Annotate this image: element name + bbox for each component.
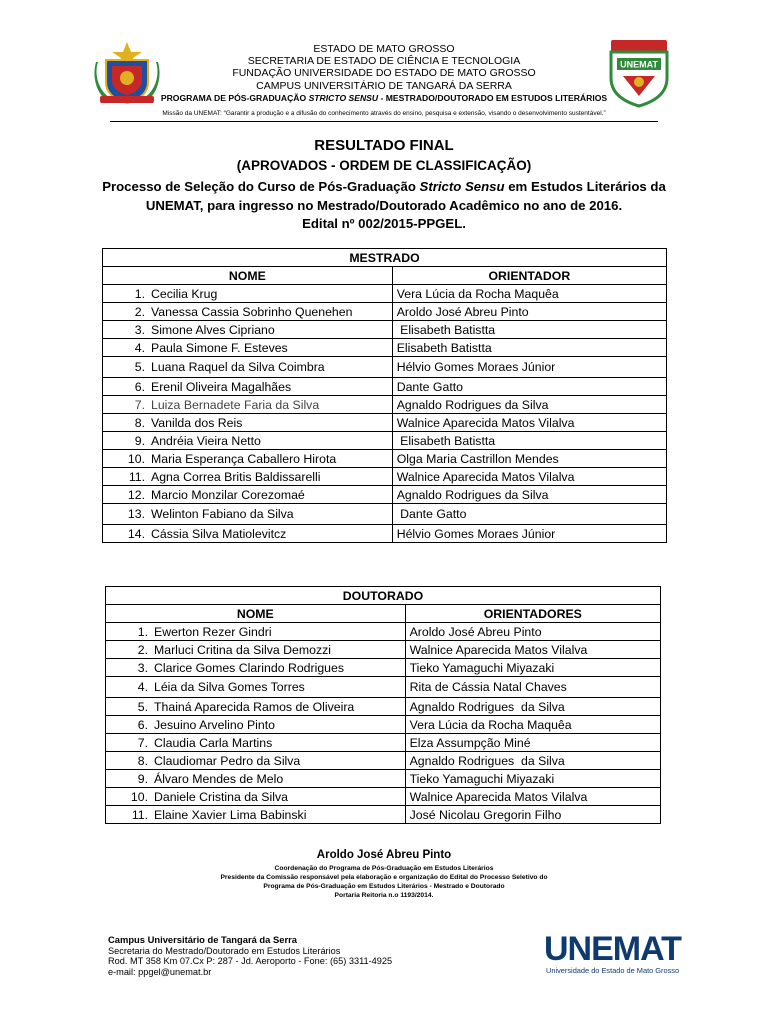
student-name-cell — [106, 677, 406, 698]
signatory-line: Coordenação do Programa de Pós-Graduação em Estudos Literários — [274, 865, 494, 872]
rank-number: 9. — [137, 771, 148, 786]
student-name: Elaine Xavier Lima Babinski — [154, 807, 307, 822]
table-row — [103, 450, 667, 468]
table-row — [103, 432, 667, 450]
rank-number: 14. — [127, 526, 145, 541]
student-name-cell — [103, 396, 393, 414]
rank-number: 3. — [134, 322, 145, 337]
student-name-cell — [106, 659, 406, 677]
student-name: Vanessa Cassia Sobrinho Quenehen — [151, 304, 353, 319]
advisor-cell: Elisabeth Batistta — [392, 339, 666, 357]
student-name-cell — [103, 303, 393, 321]
student-name-cell — [106, 734, 406, 752]
footer-line: Rod. MT 358 Km 07.Cx P: 287 - Jd. Aeroporto - Fone: (65) 3311-4925 — [108, 956, 393, 966]
student-name: Marcio Monzilar Corezomaé — [151, 487, 305, 502]
advisor-cell: Elisabeth Batistta — [392, 321, 666, 339]
student-name-cell — [103, 321, 393, 339]
process-text-1: Processo de Seleção do Curso de Pós-Graduação — [102, 179, 420, 194]
student-name-cell — [106, 788, 406, 806]
program-suffix: - MESTRADO/DOUTORADO EM ESTUDOS LITERÁRIOS — [378, 92, 608, 103]
advisor-cell: Olga Maria Castrillon Mendes — [392, 450, 666, 468]
rank-number: 4. — [134, 340, 145, 355]
rank-number: 4. — [137, 680, 148, 694]
advisor-cell: Rita de Cássia Natal Chaves — [405, 677, 660, 698]
student-name: Erenil Oliveira Magalhães — [151, 379, 292, 394]
student-name: Paula Simone F. Esteves — [151, 340, 288, 355]
rank-number: 1. — [134, 286, 145, 301]
header-line: FUNDAÇÃO UNIVERSIDADE DO ESTADO DE MATO GROSSO — [232, 67, 536, 80]
table-row — [106, 641, 661, 659]
advisor-cell: Vera Lúcia da Rocha Maquêa — [392, 285, 666, 303]
student-name-cell — [106, 623, 406, 641]
rank-number: 3. — [137, 660, 148, 675]
footer-line: Secretaria do Mestrado/Doutorado em Estudos Literários — [108, 945, 341, 956]
student-name: Andréia Vieira Netto — [151, 433, 261, 448]
doutorado-caption: DOUTORADO — [106, 587, 661, 605]
advisor-cell: Tieko Yamaguchi Miyazaki — [405, 659, 660, 677]
rank-number: 2. — [134, 304, 145, 319]
process-italic: Stricto Sensu — [419, 179, 505, 194]
student-name: Welinton Fabiano da Silva — [151, 507, 294, 521]
table-row — [106, 677, 661, 698]
rank-number: 13. — [127, 507, 145, 521]
signatory-line: Presidente da Comissão responsável pela elaboração e organização do Edital do Processo Seletivo do — [220, 874, 548, 881]
page-title: RESULTADO FINAL — [314, 137, 454, 154]
rank-number: 5. — [134, 360, 145, 374]
student-name: Luana Raquel da Silva Coimbra — [151, 360, 325, 374]
advisor-cell: Dante Gatto — [392, 378, 666, 396]
table-row — [106, 770, 661, 788]
process-description — [100, 178, 668, 234]
signatory-line: Programa de Pós-Graduação em Estudos Literários - Mestrado e Doutorado — [263, 883, 505, 890]
column-header-advisors: ORIENTADORES — [405, 605, 660, 623]
program-line — [150, 92, 618, 104]
student-name-cell — [103, 525, 393, 543]
column-header-advisor: ORIENTADOR — [392, 267, 666, 285]
mestrado-caption: MESTRADO — [103, 249, 667, 267]
student-name: Vanilda dos Reis — [151, 415, 243, 430]
advisor-cell: José Nicolau Gregorin Filho — [405, 806, 660, 824]
advisor-cell: Walnice Aparecida Matos Vilalva — [392, 468, 666, 486]
student-name: Cássia Silva Matiolevitcz — [151, 526, 287, 541]
table-row — [106, 716, 661, 734]
unemat-seal-logo — [601, 38, 677, 108]
student-name: Cecilia Krug — [151, 286, 218, 301]
student-name-cell — [103, 285, 393, 303]
student-name-cell — [103, 414, 393, 432]
advisor-cell: Hélvio Gomes Moraes Júnior — [392, 525, 666, 543]
advisor-cell: Agnaldo Rodrigues da Silva — [392, 486, 666, 504]
student-name-cell — [103, 486, 393, 504]
student-name: Clarice Gomes Clarindo Rodrigues — [154, 660, 344, 675]
table-row — [106, 698, 661, 716]
rank-number: 6. — [137, 717, 148, 732]
advisor-cell: Agnaldo Rodrigues da Silva — [405, 752, 660, 770]
table-row — [103, 414, 667, 432]
rank-number: 5. — [137, 699, 148, 714]
table-row — [106, 752, 661, 770]
student-name: Thainá Aparecida Ramos de Oliveira — [154, 699, 355, 714]
program-italic: STRICTO SENSU — [308, 92, 379, 103]
student-name: Jesuino Arvelino Pinto — [154, 717, 275, 732]
table-row — [103, 525, 667, 543]
table-row — [103, 339, 667, 357]
footer-email: e-mail: ppgel@unemat.br — [108, 966, 212, 977]
rank-number: 11. — [131, 807, 148, 822]
seal-text: UNEMAT — [620, 59, 658, 70]
mestrado-table — [102, 248, 667, 543]
footer-campus: Campus Universitário de Tangará da Serra — [108, 934, 297, 945]
doutorado-rows — [106, 623, 661, 824]
rank-number: 6. — [134, 379, 145, 394]
rank-number: 2. — [137, 642, 148, 657]
advisor-cell: Elisabeth Batistta — [392, 432, 666, 450]
footer-address — [108, 935, 392, 977]
student-name: Marluci Critina da Silva Demozzi — [154, 642, 331, 657]
table-row — [106, 659, 661, 677]
advisor-cell: Vera Lúcia da Rocha Maquêa — [405, 716, 660, 734]
student-name-cell — [103, 432, 393, 450]
student-name: Simone Alves Cipriano — [151, 322, 275, 337]
table-row — [103, 303, 667, 321]
rank-number: 8. — [137, 753, 148, 768]
student-name-cell — [106, 770, 406, 788]
student-name-cell — [106, 641, 406, 659]
column-header-name: NOME — [103, 267, 393, 285]
student-name-cell — [103, 450, 393, 468]
doutorado-table — [105, 586, 661, 824]
unemat-logo — [544, 930, 681, 980]
rank-number: 1. — [137, 624, 148, 639]
mestrado-rows — [103, 285, 667, 543]
table-row — [103, 378, 667, 396]
table-row — [103, 468, 667, 486]
advisor-cell: Walnice Aparecida Matos Vilalva — [392, 414, 666, 432]
student-name: Claudiomar Pedro da Silva — [154, 753, 301, 768]
student-name: Luiza Bernadete Faria da Silva — [151, 397, 320, 412]
signatory-line: Portaria Reitoria n.o 1193/2014. — [334, 892, 434, 899]
student-name: Daniele Cristina da Silva — [154, 789, 288, 804]
table-row — [103, 321, 667, 339]
rank-number: 8. — [134, 415, 145, 430]
header-line: ESTADO DE MATO GROSSO — [313, 43, 455, 55]
program-prefix: PROGRAMA DE PÓS-GRADUAÇÃO — [160, 92, 309, 103]
table-row — [103, 504, 667, 525]
signatory-details — [180, 864, 588, 900]
student-name-cell — [103, 339, 393, 357]
advisor-cell: Walnice Aparecida Matos Vilalva — [405, 641, 660, 659]
advisor-cell: Aroldo José Abreu Pinto — [392, 303, 666, 321]
table-row — [106, 623, 661, 641]
rank-number: 9. — [134, 433, 145, 448]
student-name-cell — [106, 716, 406, 734]
column-header-name: NOME — [106, 605, 406, 623]
table-row — [103, 396, 667, 414]
process-text-2: em Estudos Literários da UNEMAT, para ingresso no Mestrado/Doutorado Acadêmico no ano de 2016. — [145, 179, 666, 213]
table-row — [103, 486, 667, 504]
logo-subtitle: Universidade do Estado de Mato Grosso — [546, 966, 680, 975]
table-row — [103, 357, 667, 378]
header-line: CAMPUS UNIVERSITÁRIO DE TANGARÁ DA SERRA — [256, 79, 512, 92]
table-row — [106, 734, 661, 752]
student-name: Álvaro Mendes de Melo — [154, 771, 284, 786]
table-row — [103, 285, 667, 303]
student-name: Maria Esperança Caballero Hirota — [151, 451, 337, 466]
advisor-cell: Aroldo José Abreu Pinto — [405, 623, 660, 641]
rank-number: 10. — [127, 451, 145, 466]
rank-number: 10. — [130, 789, 148, 804]
rank-number: 7. — [134, 397, 145, 412]
rank-number: 7. — [137, 735, 148, 750]
page-subtitle: (APROVADOS - ORDEM DE CLASSIFICAÇÃO) — [236, 158, 532, 173]
student-name: Claudia Carla Martins — [154, 735, 273, 750]
table-row — [106, 788, 661, 806]
student-name-cell — [103, 504, 393, 525]
student-name: Ewerton Rezer Gindri — [154, 624, 272, 639]
advisor-cell: Hélvio Gomes Moraes Júnior — [392, 357, 666, 378]
advisor-cell: Tieko Yamaguchi Miyazaki — [405, 770, 660, 788]
student-name-cell — [106, 806, 406, 824]
student-name-cell — [106, 752, 406, 770]
signatory-name: Aroldo José Abreu Pinto — [316, 849, 452, 861]
logo-wordmark: UNEMAT — [544, 930, 681, 968]
student-name-cell — [103, 357, 393, 378]
advisor-cell: Agnaldo Rodrigues da Silva — [392, 396, 666, 414]
student-name: Léia da Silva Gomes Torres — [154, 680, 305, 694]
rank-number: 11. — [128, 469, 145, 484]
mission-statement: Missão da UNEMAT: “Garantir a produção e a difusão do conhecimento através do ensino, pesquisa e extensão, visando o desenvolvimento sustentável.” — [110, 110, 658, 122]
advisor-cell: Walnice Aparecida Matos Vilalva — [405, 788, 660, 806]
advisor-cell: Agnaldo Rodrigues da Silva — [405, 698, 660, 716]
header-line: SECRETARIA DE ESTADO DE CIÊNCIA E TECNOLOGIA — [247, 55, 521, 68]
student-name: Agna Correa Britis Baldissarelli — [151, 469, 321, 484]
student-name-cell — [106, 698, 406, 716]
institution-header — [150, 43, 618, 104]
edital-number: Edital nº 002/2015-PPGEL. — [302, 216, 466, 231]
rank-number: 12. — [127, 487, 145, 502]
student-name-cell — [103, 378, 393, 396]
student-name-cell — [103, 468, 393, 486]
advisor-cell: Elza Assumpção Miné — [405, 734, 660, 752]
table-row — [106, 806, 661, 824]
advisor-cell: Dante Gatto — [392, 504, 666, 525]
